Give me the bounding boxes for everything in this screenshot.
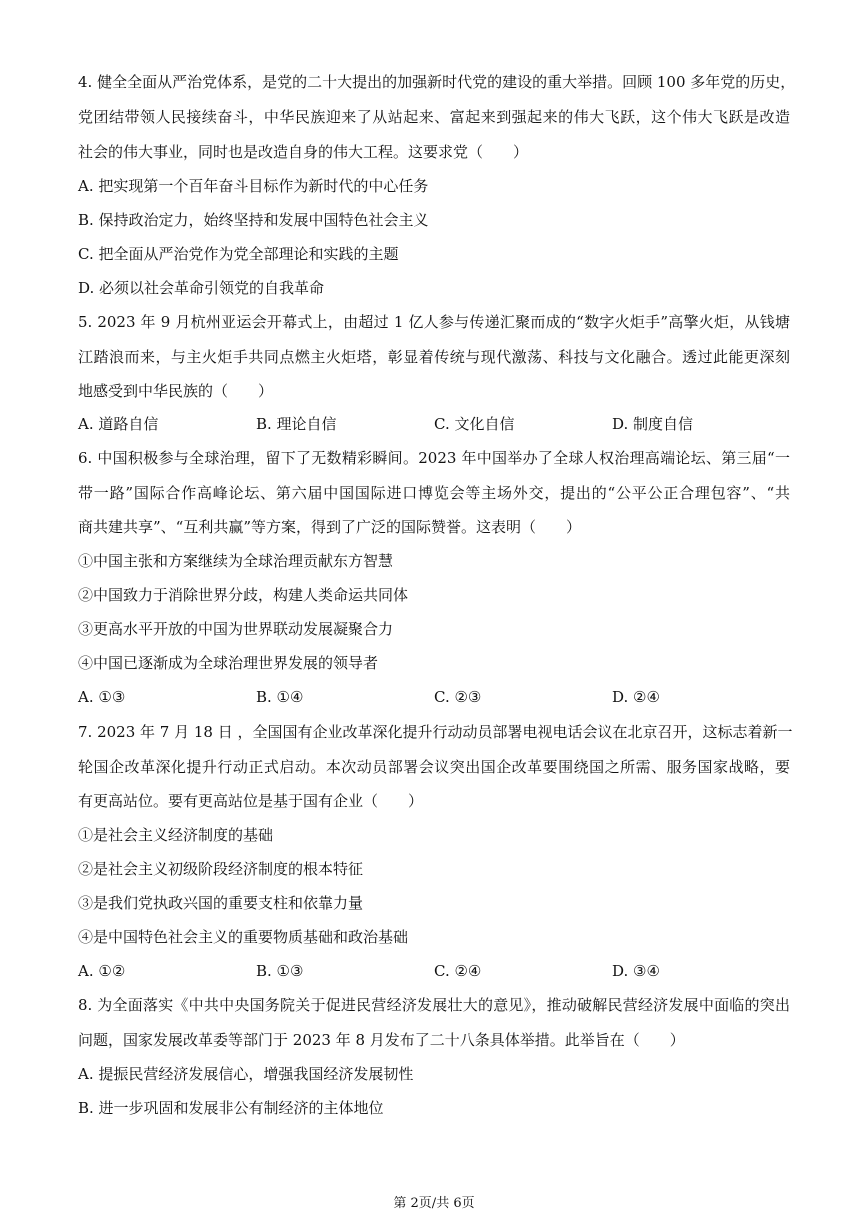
- question-5-option-d: D. 制度自信: [612, 415, 694, 433]
- question-7-option-a: A. ①②: [78, 962, 126, 980]
- question-6-item-2: ②中国致力于消除世界分歧，构建人类命运共同体: [78, 586, 409, 604]
- question-6-option-b: B. ①④: [256, 688, 304, 706]
- question-8-option-a: A. 提振民营经济发展信心，增强我国经济发展韧性: [78, 1065, 414, 1083]
- question-7-item-1: ①是社会主义经济制度的基础: [78, 826, 274, 844]
- question-5-option-c: C. 文化自信: [434, 415, 515, 433]
- question-6-item-4: ④中国已逐渐成为全球治理世界发展的领导者: [78, 654, 379, 672]
- question-6-option-a: A. ①③: [78, 688, 126, 706]
- question-5-stem-line: 地感受到中华民族的（ ）: [78, 382, 274, 400]
- question-5-option-a: A. 道路自信: [78, 415, 159, 433]
- question-4-option-d: D. 必须以社会革命引领党的自我革命: [78, 279, 325, 297]
- question-6-option-c: C. ②③: [434, 688, 482, 706]
- question-7-stem-line: 轮国企改革深化提升行动正式启动。本次动员部署会议突出国企改革要围绕国之所需、服务国家战略，要: [78, 758, 790, 776]
- question-4-stem-line: 4. 健全全面从严治党体系，是党的二十大提出的加强新时代党的建设的重大举措。回顾 100 多年党的历史，: [78, 73, 796, 91]
- question-8-option-b: B. 进一步巩固和发展非公有制经济的主体地位: [78, 1099, 384, 1117]
- question-4-option-b: B. 保持政治定力，始终坚持和发展中国特色社会主义: [78, 211, 429, 229]
- question-7-stem-line: 有更高站位。要有更高站位是基于国有企业（ ）: [78, 792, 424, 810]
- question-4-option-a: A. 把实现第一个百年奋斗目标作为新时代的中心任务: [78, 177, 429, 195]
- question-6-stem-line: 商共建共享”、“互利共赢”等方案，得到了广泛的国际赞誉。这表明（ ）: [78, 518, 582, 536]
- question-6-stem-line: 带一路”国际合作高峰论坛、第六届中国国际进口博览会等主场外交，提出的“公平公正合理包容”、“共: [78, 484, 790, 502]
- question-8-stem-line: 问题，国家发展改革委等部门于 2023 年 8 月发布了二十八条具体举措。此举旨在（ ）: [78, 1031, 685, 1049]
- question-7-option-c: C. ②④: [434, 962, 482, 980]
- question-6-item-1: ①中国主张和方案继续为全球治理贡献东方智慧: [78, 552, 394, 570]
- question-7-option-d: D. ③④: [612, 962, 660, 980]
- page-number: 第 2页/共 6页: [393, 1196, 475, 1211]
- question-7-item-3: ③是我们党执政兴国的重要支柱和依靠力量: [78, 894, 364, 912]
- question-7-item-4: ④是中国特色社会主义的重要物质基础和政治基础: [78, 928, 409, 946]
- question-5-stem-line: 5. 2023 年 9 月杭州亚运会开幕式上，由超过 1 亿人参与传递汇聚而成的“数字火炬手”高擎火炬，从钱塘: [78, 313, 790, 331]
- question-4-option-c: C. 把全面从严治党作为党全部理论和实践的主题: [78, 245, 399, 263]
- question-4-stem-line: 社会的伟大事业，同时也是改造自身的伟大工程。这要求党（ ）: [78, 143, 529, 161]
- question-6-stem-line: 6. 中国积极参与全球治理，留下了无数精彩瞬间。2023 年中国举办了全球人权治理高端论坛、第三届“一: [78, 449, 790, 467]
- question-7-stem-line: 7. 2023 年 7 月 18 日 ，全国国有企业改革深化提升行动动员部署电视电话会议在北京召开，这标志着新一: [78, 723, 793, 741]
- question-5-stem-line: 江踏浪而来，与主火炬手共同点燃主火炬塔，彰显着传统与现代激荡、科技与文化融合。透过此能更深刻: [78, 348, 790, 366]
- question-6-item-3: ③更高水平开放的中国为世界联动发展凝聚合力: [78, 620, 394, 638]
- question-5-option-b: B. 理论自信: [256, 415, 337, 433]
- question-6-option-d: D. ②④: [612, 688, 660, 706]
- question-7-option-b: B. ①③: [256, 962, 304, 980]
- question-7-item-2: ②是社会主义初级阶段经济制度的根本特征: [78, 860, 364, 878]
- question-4-stem-line: 党团结带领人民接续奋斗，中华民族迎来了从站起来、富起来到强起来的伟大飞跃，这个伟大飞跃是改造: [78, 108, 790, 126]
- question-8-stem-line: 8. 为全面落实《中共中央国务院关于促进民营经济发展壮大的意见》，推动破解民营经济发展中面临的突出: [78, 996, 790, 1014]
